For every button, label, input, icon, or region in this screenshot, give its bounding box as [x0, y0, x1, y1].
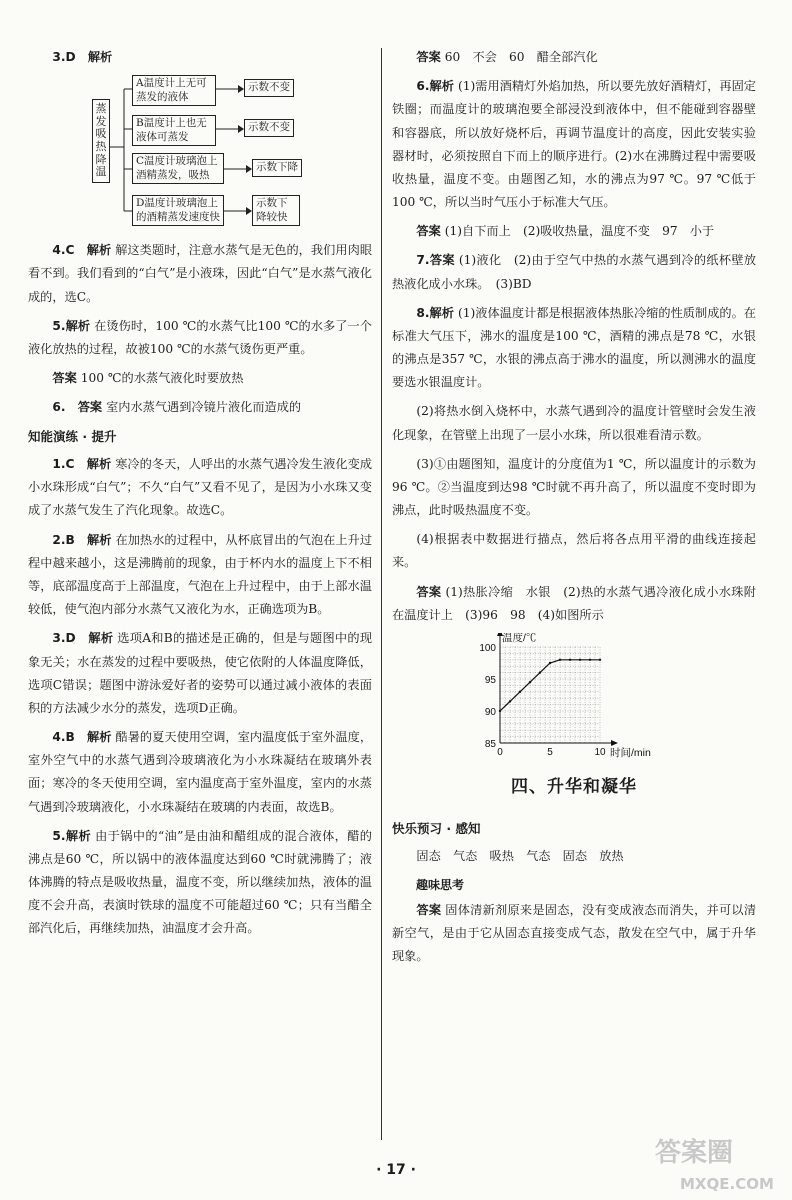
evaporation-diagram	[28, 75, 372, 235]
data-point	[599, 659, 601, 661]
page-number: · 17 ·	[376, 1162, 416, 1178]
data-point	[529, 681, 531, 683]
temperature-time-chart	[392, 633, 756, 761]
section-title-preview: 快乐预习 · 感知	[392, 821, 481, 837]
diagram-condition-c: C温度计玻璃泡上酒精蒸发，吸热	[132, 153, 224, 184]
x-tick-label: 10	[594, 746, 606, 758]
section-title-practice: 知能演练 · 提升	[28, 429, 117, 445]
diagram-condition-b: B温度计上也无液体可蒸发	[132, 115, 216, 146]
r7: 7.答案 (1)液化 (2)由于空气中热的水蒸气遇到冷的纸杯壁放热液化成小水珠。 (3)BD	[392, 253, 757, 291]
x-axis-label: 时间/min	[610, 746, 651, 759]
fun-answer: 答案 固体清新剂原来是固态，没有变成液态而消失，并可以清新空气，是由于它从固态直接变成气态，散发在空气中，属于升华现象。	[392, 902, 757, 964]
x-tick-label: 5	[547, 746, 553, 758]
q4: 4.C 解析 解这类题时，注意水蒸气是无色的，我们用肉眼看不到。我们看到的“白气”是小液珠，因此“白气”是水蒸气液化成的，选C。	[28, 243, 373, 304]
subsection-fun-thinking: 趣味思考	[416, 878, 465, 893]
r6: 6.解析 (1)需用酒精灯外焰加热，所以要先放好酒精灯，再固定铁圈；而温度计的玻璃泡要全部浸没到液体中，但不能碰到容器壁和容器底，所以放好烧杯后，再调节温度计的高度，因此安装实验器材时，必须按照自下而上的顺序进行。(2)水在沸腾过程中需要吸收热量，温度不变。由题图乙知，水的沸点为97 ℃。97 ℃低于100 ℃，所以当时气压小于标准大气压。	[392, 79, 756, 210]
practice-1: 1.C 解析 寒冷的冬天，人呼出的水蒸气遇冷发生液化变成小水珠形成“白气”；不久“白气”又看不见了，是因为小水珠又变成了水蒸气发生了汽化现象。故选C。	[28, 457, 373, 518]
data-point	[579, 659, 581, 661]
data-point	[569, 659, 571, 661]
column-divider	[381, 48, 382, 1140]
r8-answer: 答案 (1)热胀冷缩 水银 (2)热的水蒸气遇冷液化成小水珠附在温度计上 (3)96 98 (4)如图所示	[392, 584, 756, 622]
data-point	[549, 662, 551, 664]
diagram-result-a: 示数不变	[244, 79, 294, 97]
r8-part4: (4)根据表中数据进行描点，然后将各点用平滑的曲线连接起来。	[392, 532, 756, 570]
x-axis-arrow	[611, 740, 618, 746]
diagram-result-b: 示数不变	[244, 119, 294, 137]
data-point	[559, 659, 561, 661]
right-column	[392, 46, 756, 974]
r8-part3: (3)①由题图知，温度计的分度值为1 ℃，所以温度计的示数为96 ℃。②当温度到达98 ℃时就不再升高了，所以温度不变时即为沸点，此时吸热温度不变。	[392, 456, 756, 518]
q5: 5.解析 在烫伤时，100 ℃的水蒸气比100 ℃的水多了一个液化放热的过程，故被100 ℃的水蒸气烫伤更严重。	[28, 318, 372, 356]
y-tick-label: 100	[479, 642, 496, 654]
practice-4: 4.B 解析 酷暑的夏天使用空调，室内温度低于室外温度，室外空气中的水蒸气遇到冷玻璃液化为小水珠凝结在玻璃外表面；寒冷的冬天使用空调，室内温度高于室外温度，室内的水蒸气遇到冷玻璃液化，小水珠凝结在玻璃的内表面，故选B。	[28, 730, 373, 814]
preview-words: 固态 气态 吸热 气态 固态 放热	[416, 849, 624, 863]
watermark-logo: 答案圈	[655, 1138, 734, 1168]
y-axis-label: 温度/℃	[502, 632, 537, 644]
r8-part2: (2)将热水倒入烧杯中，水蒸气遇到冷的温度计管壁时会发生液化现象，在管壁上出现了一层小水珠，所以很难看清示数。	[392, 404, 756, 442]
r8: 8.解析 (1)液体温度计都是根据液体热胀冷缩的性质制成的。在标准大气压下，沸水的温度是100 ℃，酒精的沸点是78 ℃，水银的沸点是357 ℃，水银的沸点高于沸水的温度，所以测沸水的温度要选水银温度计。	[392, 305, 756, 390]
q5-answer: 答案 100 ℃的水蒸气液化时要放热	[52, 371, 244, 386]
diagram-condition-a: A温度计上无可蒸发的液体	[132, 75, 216, 106]
chart-svg	[392, 633, 756, 761]
q3-heading: 3.D 解析	[52, 50, 113, 64]
y-tick-label: 90	[484, 706, 496, 718]
data-point	[539, 671, 541, 673]
r6-answer: 答案 (1)自下而上 (2)吸收热量，温度不变 97 小于	[416, 224, 715, 239]
practice-3: 3.D 解析 选项A和B的描述是正确的，但是与题图中的现象无关；水在蒸发的过程中要吸热，使它依附的人体温度降低，选项C错误；题图中游泳爱好者的姿势可以通过减小液体的表面积的方法减少水分的蒸发，选项D正确。	[28, 631, 373, 715]
watermark-url: MXQE.COM	[680, 1175, 774, 1193]
diagram-root: 蒸发吸热降温	[92, 99, 110, 183]
q6: 6. 答案 室内水蒸气遇到冷镜片液化而造成的	[52, 400, 302, 415]
diagram-condition-d: D温度计玻璃泡上的酒精蒸发速度快	[132, 195, 224, 226]
practice-2: 2.B 解析 在加热水的过程中，从杯底冒出的气泡在上升过程中越来越小，这是沸腾前的现象，由于杯内水的温度上下不相等，底部温度高于上部温度，气泡在上升过程中，由于上部水温较低，使气泡内部分水蒸气又液化为水，正确选项为B。	[28, 532, 373, 617]
diagram-result-d: 示数下降较快	[252, 195, 300, 226]
data-point	[499, 710, 501, 712]
chapter-heading: 四、升华和凝华	[511, 776, 637, 797]
r5-answer: 答案 60 不会 60 醋全部汽化	[416, 50, 598, 64]
data-point	[589, 659, 591, 661]
data-point	[519, 691, 521, 693]
x-tick-label: 0	[497, 746, 503, 758]
diagram-result-c: 示数下降	[252, 159, 302, 177]
left-column	[28, 46, 372, 947]
data-point	[509, 700, 511, 702]
practice-5: 5.解析 由于锅中的“油”是由油和醋组成的混合液体，醋的沸点是60 ℃，所以锅中的液体温度达到60 ℃时就沸腾了；液体沸腾的特点是吸收热量，温度不变，所以继续加热，液体的温度不会升高，表演时铁球的温度不可能超过60 ℃；只有当醋全部汽化后，再继续加热，油温度才会升高。	[28, 828, 372, 936]
y-tick-label: 85	[484, 738, 496, 750]
y-tick-label: 95	[484, 674, 496, 686]
